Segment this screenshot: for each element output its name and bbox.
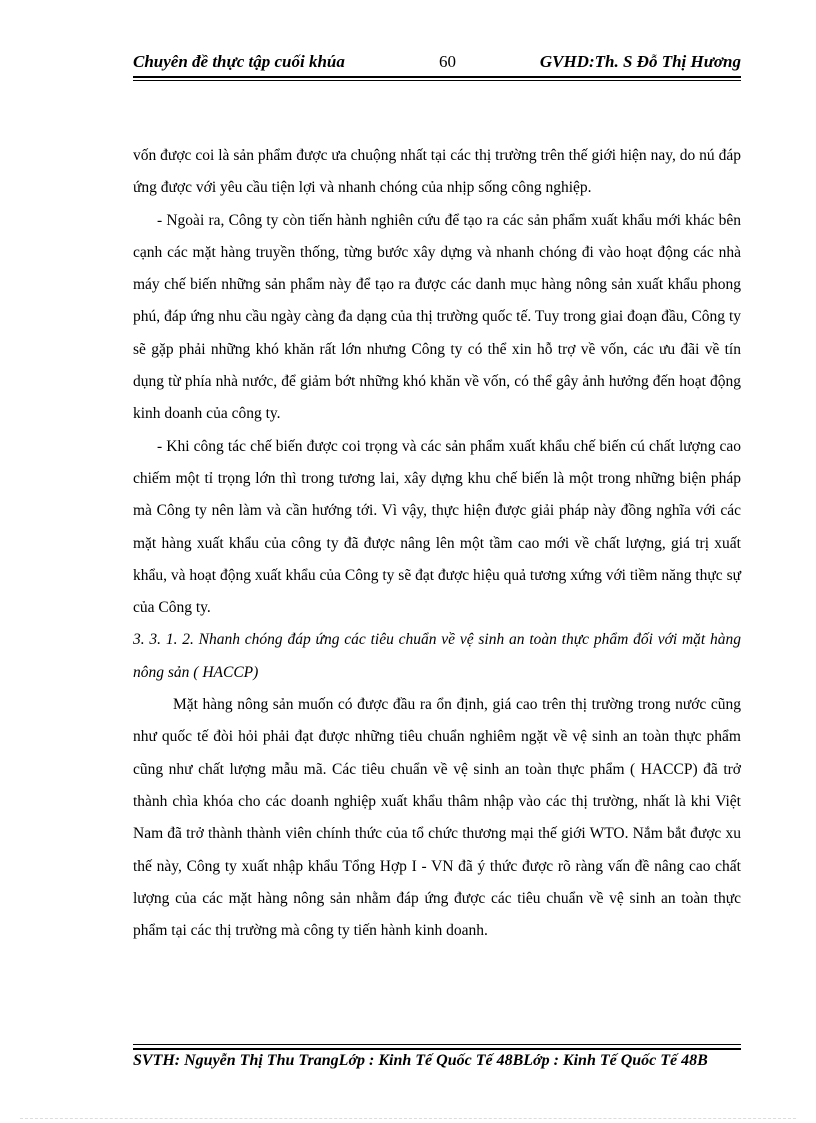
paragraph-haccp: Mặt hàng nông sản muốn có được đầu ra ổn định, giá cao trên thị trường trong nước cũng như quốc tế đòi hỏi phải đạt được những tiêu chuẩn nghiêm ngặt về vệ sinh an toàn thực phẩm cũng như chất lượng mẫu mã. Các tiêu chuẩn về vệ sinh an toàn thực phẩm ( HACCP) đã trở thành chìa khóa cho các doanh nghiệp xuất khẩu thâm nhập vào các thị trường, nhất là khi Việt Nam đã trở thành thành viên chính thức của tổ chức thương mại thế giới WTO. Nắm bắt được xu thế này, Công ty xuất nhập khẩu Tổng Hợp I - VN đã ý thức được rõ ràng vấn đề nâng cao chất lượng của các mặt hàng nông sản nhằm đáp ứng được các tiêu chuẩn về vệ sinh an toàn thực phẩm tại các thị trường mà công ty tiến hành kinh doanh. (133, 696, 741, 940)
header-supervisor: GVHD:Th. S Đỗ Thị Hương (539, 52, 741, 71)
paragraph-continuation: vốn được coi là sản phẩm được ưa chuộng nhất tại các thị trường trên thế giới hiện nay, do nú đáp ứng được với yêu cầu tiện lợi và nhanh chóng của nhịp sống công nghiệp. (133, 147, 741, 197)
header-rule-thin (133, 80, 741, 81)
paragraph-processing: - Khi công tác chế biến được coi trọng và các sản phẩm xuất khẩu chế biến cú chất lượng cao chiếm một tỉ trọng lớn thì trong tương lai, xây dựng khu chế biến là một trong những biện pháp mà Công ty nên làm và cần hướng tới. Vì vậy, thực hiện được giải pháp này đồng nghĩa với các mặt hàng xuất khẩu của công ty đã được nâng lên một tầm cao mới về chất lượng, giá trị xuất khẩu, và hoạt động xuất khẩu của Công ty sẽ đạt được hiệu quả tương xứng với tiềm năng thực sự của Công ty. (133, 437, 741, 617)
page-edge (20, 1118, 796, 1119)
page-number: 60 (439, 52, 456, 71)
page-header (133, 50, 741, 76)
header-rule-thick (133, 76, 741, 78)
section-heading: 3. 3. 1. 2. Nhanh chóng đáp ứng các tiêu chuẩn về vệ sinh an toàn thực phẩm đối với mặt hàng nông sản ( HACCP) (133, 631, 741, 681)
header-report-title: Chuyên đề thực tập cuối khúa (133, 52, 345, 71)
page-footer: SVTH: Nguyễn Thị Thu TrangLớp : Kinh Tế Quốc Tế 48BLớp : Kinh Tế Quốc Tế 48B (133, 1052, 708, 1069)
document-body (133, 140, 741, 947)
paragraph-new-products: - Ngoài ra, Công ty còn tiến hành nghiên cứu để tạo ra các sản phẩm xuất khẩu mới khác bên cạnh các mặt hàng truyền thống, từng bước xây dựng và nhanh chóng đi vào hoạt động các nhà máy chế biến những sản phẩm này để tạo ra được các danh mục hàng nông sản xuất khẩu phong phú, đáp ứng nhu cầu ngày càng đa dạng của thị trường quốc tế. Tuy trong giai đoạn đầu, Công ty sẽ gặp phải những khó khăn rất lớn nhưng Công ty có thể xin hỗ trợ về vốn, các ưu đãi về tín dụng từ phía nhà nước, để giảm bớt những khó khăn về vốn, có thể gây ảnh hưởng đến hoạt động kinh doanh của công ty. (133, 211, 741, 423)
footer-rule-thin (133, 1044, 741, 1045)
footer-rule-thick (133, 1048, 741, 1050)
